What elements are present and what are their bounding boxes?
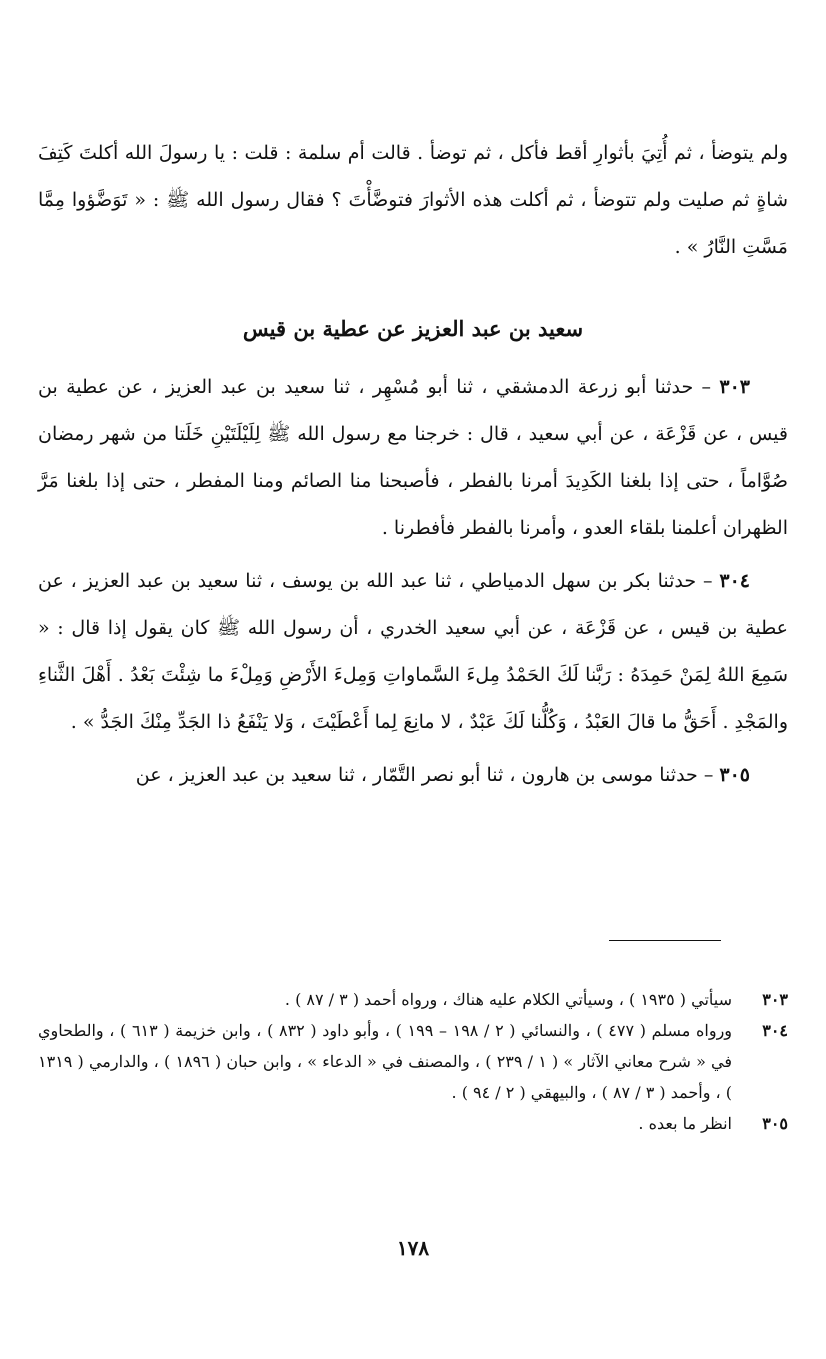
- footnote-text: ورواه مسلم ( ٤٧٧ ) ، والنسائي ( ٢ / ١٩٨ – ١٩٩ ) ، وأبو داود ( ٨٣٢ ) ، وابن خزيمة ( ٦١٣ ) ، والطحاوي في « شرح معاني الآثار » ( ١ / ٢٣٩ ) ، والمصنف في « الدعاء » ، وابن حبان ( ١٨٩٦ ) ، والدارمي ( ١٣١٩ ) ، وأحمد ( ٣ / ٨٧ ) ، والبيهقي ( ٢ / ٩٤ ) .: [38, 1021, 733, 1102]
- footnote-number: ٣٠٤: [762, 1021, 788, 1040]
- footnote-text: سيأتي ( ١٩٣٥ ) ، وسيأتي الكلام عليه هناك ، ورواه أحمد ( ٣ / ٨٧ ) .: [284, 990, 732, 1009]
- footnote: [38, 984, 788, 1015]
- footnote-separator: [609, 940, 721, 941]
- page-number: ١٧٨: [396, 1236, 430, 1260]
- hadith-paragraph: [38, 558, 788, 746]
- section-heading: سعيد بن عبد العزيز عن عطية بن قيس: [242, 316, 584, 341]
- hadith-text: – حدثنا موسى بن هارون ، ثنا أبو نصر التَّمّار ، ثنا سعيد بن عبد العزيز ، عن: [135, 764, 714, 786]
- intro-paragraph: ولم يتوضأ ، ثم أُتِيَ بأثوارِ أقط فأكل ، ثم توضأ . قالت أم سلمة : قلت : يا رسولَ الله أكلتَ كَتِفَ شاةٍ ثم صليت ولم تتوضأ ، ثم أكلت هذه الأثوارَ فتوضَّأْتَ ؟ فقال رسول الله ﷺ : « تَوَضَّؤوا مِمَّا مَسَّتِ النَّارُ » .: [38, 142, 788, 258]
- footnote-text: انظر ما بعده .: [638, 1114, 732, 1133]
- footnote: [38, 1015, 788, 1108]
- hadith-text: – حدثنا أبو زرعة الدمشقي ، ثنا أبو مُسْهِر ، ثنا سعيد بن عبد العزيز ، عن عطية بن قيس ، عن قَزْعَة ، عن أبي سعيد ، قال : خرجنا مع رسول الله ﷺ لِلَيْلَتَيْنِ خَلَتا من شهر رمضان صُوَّاماً ، حتى إذا بلغنا الكَدِيدَ أمرنا بالفطر ، فأصبحنا منا الصائم ومنا المفطر ، حتى إذا بلغنا مَرَّ الظهران أعلمنا بلقاء العدو ، وأمرنا بالفطر فأفطرنا .: [38, 376, 788, 539]
- footnotes: [38, 984, 788, 1139]
- hadith-paragraph: [38, 752, 788, 799]
- main-text: [38, 130, 788, 805]
- hadith-number: ٣٠٥: [719, 764, 750, 786]
- hadith-paragraph: [38, 364, 788, 552]
- footnote-number: ٣٠٣: [762, 990, 788, 1009]
- hadith-number: ٣٠٤: [719, 570, 750, 592]
- footnote: [38, 1108, 788, 1139]
- hadith-text: – حدثنا بكر بن سهل الدمياطي ، ثنا عبد الله بن يوسف ، ثنا سعيد بن عبد العزيز ، عن عطية بن قيس ، عن قَزْعَة ، عن أبي سعيد الخدري ، أن رسول الله ﷺ كان يقول إذا قال : « سَمِعَ اللهُ لِمَنْ حَمِدَهُ : رَبَّنا لَكَ الحَمْدُ مِلءَ السَّماواتِ وَمِلءَ الأَرْضِ وَمِلْءَ ما شِئْتَ بَعْدُ . أَهْلَ الثَّناءِ والمَجْدِ . أَحَقُّ ما قالَ العَبْدُ ، وَكُلُّنا لَكَ عَبْدٌ ، لا مانِعَ لِما أَعْطَيْتَ ، وَلا يَنْفَعُ ذا الجَدِّ مِنْكَ الجَدُّ » .: [38, 570, 788, 733]
- hadith-number: ٣٠٣: [719, 376, 750, 398]
- footnote-number: ٣٠٥: [762, 1114, 788, 1133]
